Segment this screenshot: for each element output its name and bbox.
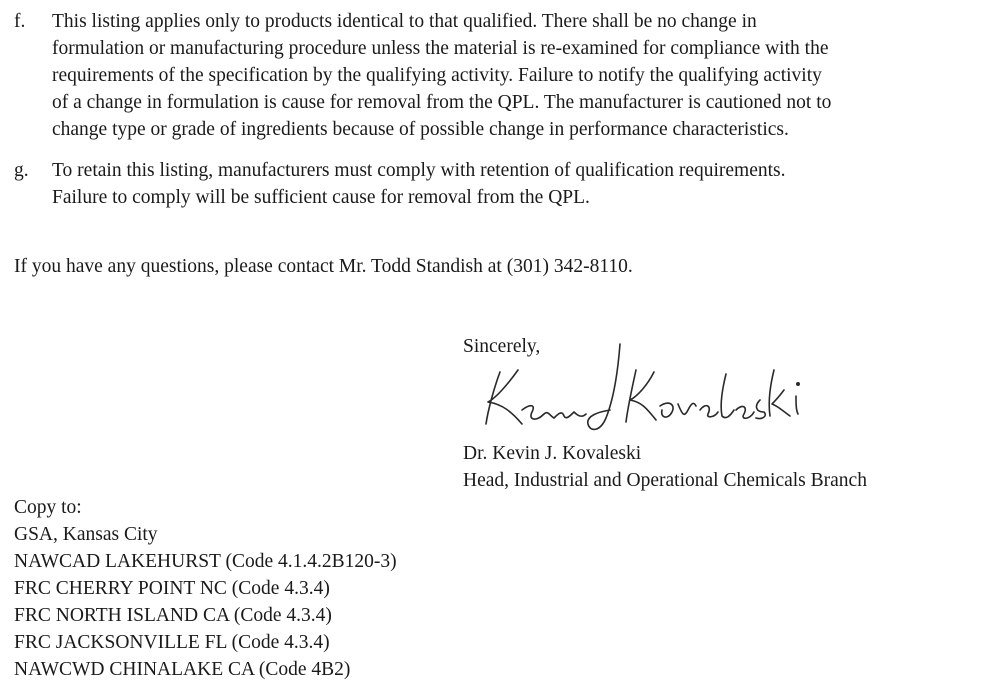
- item-letter: g.: [14, 160, 29, 181]
- copy-recipient: FRC NORTH ISLAND CA (Code 4.3.4): [14, 605, 332, 626]
- item-line: To retain this listing, manufacturers must comply with retention of qualification requirements.: [52, 160, 786, 181]
- signature-image: [478, 340, 828, 440]
- copy-to-heading: Copy to:: [14, 497, 82, 518]
- contact-line: If you have any questions, please contact Mr. Todd Standish at (301) 342-8110.: [14, 256, 633, 277]
- item-line: change type or grade of ingredients because of possible change in performance characteristics.: [52, 119, 789, 140]
- copy-recipient: NAWCWD CHINALAKE CA (Code 4B2): [14, 659, 351, 680]
- closing: Sincerely,: [463, 336, 541, 357]
- copy-to-block: [14, 494, 397, 683]
- signer-name: Dr. Kevin J. Kovaleski: [463, 443, 642, 464]
- copy-recipient: GSA, Kansas City: [14, 524, 158, 545]
- item-text: [52, 8, 982, 143]
- item-line: of a change in formulation is cause for removal from the QPL. The manufacturer is cautioned not to: [52, 92, 832, 113]
- copy-recipient: FRC JACKSONVILLE FL (Code 4.3.4): [14, 632, 330, 653]
- signer-block: [463, 440, 867, 494]
- item-letter: f.: [14, 11, 26, 32]
- item-line: This listing applies only to products identical to that qualified. There shall be no change in: [52, 11, 757, 32]
- item-line: requirements of the specification by the qualifying activity. Failure to notify the qualifying activity: [52, 65, 822, 86]
- copy-recipient: NAWCAD LAKEHURST (Code 4.1.4.2B120-3): [14, 551, 397, 572]
- item-line: formulation or manufacturing procedure unless the material is re-examined for compliance with the: [52, 38, 829, 59]
- copy-recipient: FRC CHERRY POINT NC (Code 4.3.4): [14, 578, 330, 599]
- item-line: Failure to comply will be sufficient cause for removal from the QPL.: [52, 187, 590, 208]
- item-text: [52, 157, 982, 211]
- signer-title: Head, Industrial and Operational Chemicals Branch: [463, 470, 867, 491]
